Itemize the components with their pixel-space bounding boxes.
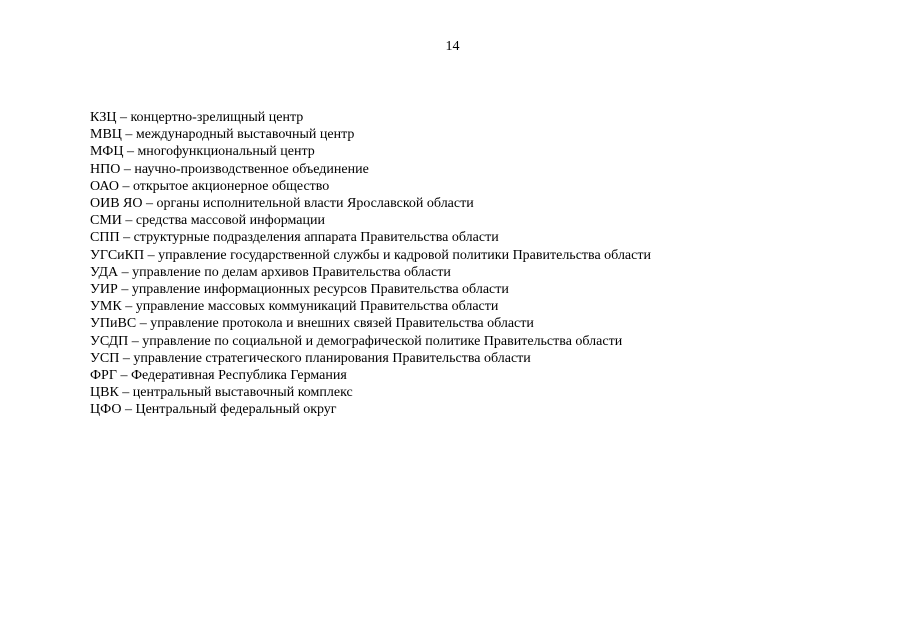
abbreviation-term: УСП [90, 350, 120, 366]
abbreviation-term: НПО [90, 161, 121, 177]
abbreviation-term: СМИ [90, 213, 122, 229]
abbreviation-item [90, 126, 880, 143]
abbreviation-item [90, 333, 880, 350]
abbreviation-term: ОИВ ЯО [90, 196, 143, 212]
abbreviation-definition: научно-производственное объединение [134, 161, 369, 177]
abbreviation-term: ФРГ [90, 368, 117, 384]
abbreviation-definition: международный выставочный центр [135, 127, 355, 143]
abbreviation-separator: – [118, 385, 133, 401]
abbreviation-separator: – [144, 247, 159, 263]
abbreviation-item [90, 212, 880, 229]
abbreviation-term: УМК [90, 299, 122, 315]
abbreviation-separator: – [119, 350, 134, 366]
abbreviation-definition: центральный выставочный комплекс [132, 385, 353, 401]
abbreviation-item [90, 350, 880, 367]
abbreviation-definition: управление массовых коммуникаций Правительства области [135, 299, 499, 315]
abbreviation-definition: управление по делам архивов Правительства области [132, 264, 451, 280]
abbreviation-item [90, 367, 880, 384]
abbreviation-separator: – [142, 196, 157, 212]
abbreviation-definition: Федеративная Республика Германия [130, 368, 347, 384]
abbreviation-item [90, 229, 880, 246]
abbreviation-separator: – [118, 264, 133, 280]
abbreviation-separator: – [121, 299, 136, 315]
abbreviation-term: КЗЦ [90, 110, 117, 125]
abbreviation-item [90, 109, 880, 126]
abbreviation-term: ОАО [90, 178, 119, 194]
abbreviation-term: УСДП [90, 333, 129, 349]
abbreviation-definition: управление стратегического планирования Правительства области [133, 350, 531, 366]
abbreviation-item [90, 401, 880, 418]
abbreviation-definition: управление информационных ресурсов Правительства области [131, 282, 509, 298]
abbreviation-separator: – [121, 402, 136, 418]
abbreviation-separator: – [116, 368, 131, 384]
abbreviation-term: УДА [90, 264, 119, 280]
abbreviation-item [90, 264, 880, 281]
abbreviation-definition: многофункциональный центр [137, 144, 315, 160]
abbreviation-definition: структурные подразделения аппарата Правительства области [133, 230, 499, 246]
abbreviation-definition: открытое акционерное общество [132, 178, 330, 194]
abbreviation-separator: – [121, 127, 136, 143]
abbreviation-term: УГСиКП [90, 247, 145, 263]
abbreviation-item [90, 281, 880, 298]
abbreviation-definition: средства массовой информации [135, 213, 325, 229]
abbreviation-item [90, 298, 880, 315]
abbreviation-item [90, 143, 880, 160]
abbreviation-separator: – [128, 333, 143, 349]
abbreviation-item [90, 315, 880, 332]
abbreviation-separator: – [120, 161, 135, 177]
abbreviation-separator: – [118, 178, 133, 194]
abbreviation-definition: управление протокола и внешних связей Правительства области [150, 316, 534, 332]
abbreviation-term: УПиВС [90, 316, 137, 332]
page-number: 14 [445, 39, 460, 54]
abbreviation-item [90, 161, 880, 178]
abbreviation-separator: – [119, 230, 134, 246]
abbreviation-separator: – [116, 110, 131, 125]
abbreviation-term: МФЦ [90, 144, 124, 160]
abbreviation-definition: управление по социальной и демографической политике Правительства области [142, 333, 623, 349]
abbreviation-definition: концертно-зрелищный центр [130, 110, 304, 125]
abbreviation-term: СПП [90, 230, 120, 246]
abbreviation-separator: – [121, 213, 136, 229]
abbreviation-term: УИР [90, 282, 118, 298]
abbreviation-term: МВЦ [90, 127, 122, 143]
abbreviation-item [90, 178, 880, 195]
abbreviation-item [90, 384, 880, 401]
abbreviation-definition: управление государственной службы и кадровой политики Правительства области [158, 247, 651, 263]
abbreviation-term: ЦФО [90, 402, 122, 418]
abbreviation-definition: органы исполнительной власти Ярославской области [156, 196, 474, 212]
abbreviation-separator: – [117, 282, 132, 298]
abbreviation-list [90, 109, 880, 419]
abbreviation-definition: Центральный федеральный округ [135, 402, 337, 418]
abbreviation-item [90, 195, 880, 212]
abbreviation-separator: – [123, 144, 138, 160]
abbreviation-term: ЦВК [90, 385, 119, 401]
abbreviation-separator: – [136, 316, 151, 332]
abbreviation-item [90, 247, 880, 264]
